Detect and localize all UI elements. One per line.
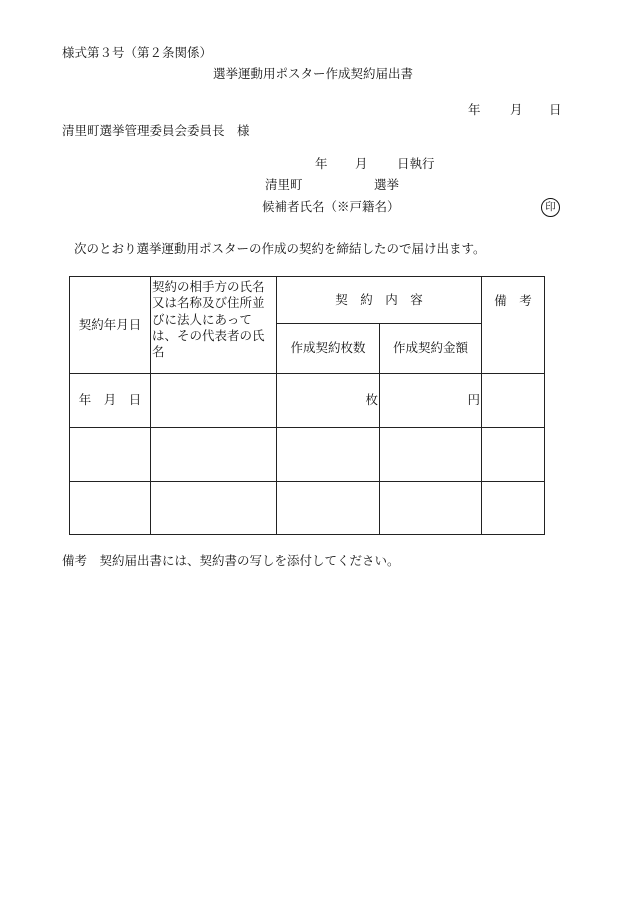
row-party — [151, 374, 277, 428]
table-row — [70, 428, 545, 482]
header-counterparty: 契約の相手方の氏名又は名称及び住所並びに法人にあっては、その代表者の氏名 — [151, 277, 277, 374]
header-contract-date: 契約年月日 — [70, 277, 151, 374]
submission-date-month: 月 — [510, 102, 523, 117]
submission-date-day: 日 — [549, 102, 562, 117]
seal-char: 印 — [545, 201, 556, 214]
header-sheet-count: 作成契約枚数 — [277, 324, 380, 374]
execution-date-year: 年 — [315, 156, 328, 171]
row-remarks — [482, 428, 545, 482]
submission-date-year: 年 — [468, 102, 481, 117]
row-date — [70, 428, 151, 482]
table-row — [70, 482, 545, 535]
row-date: 年 月 日 — [70, 374, 151, 428]
row-remarks — [482, 374, 545, 428]
header-contract-content: 契 約 内 容 — [277, 277, 482, 324]
election-town: 清里町 — [265, 177, 303, 192]
row-date — [70, 482, 151, 535]
row-sheet-count: 枚 — [277, 374, 380, 428]
row-party — [151, 482, 277, 535]
election-label: 選挙 — [374, 177, 400, 192]
addressee: 清里町選挙管理委員会委員長 様 — [62, 123, 250, 138]
row-sheet-count — [277, 428, 380, 482]
row-party — [151, 428, 277, 482]
execution-date-month: 月 — [355, 156, 368, 171]
note-text: 備考 契約届出書には、契約書の写しを添付してください。 — [62, 553, 400, 568]
row-remarks — [482, 482, 545, 535]
row-sheet-count — [277, 482, 380, 535]
execution-date-day: 日執行 — [397, 156, 435, 171]
form-number: 様式第３号（第２条関係） — [62, 45, 213, 60]
table-row — [70, 374, 545, 428]
table-header-row — [70, 277, 545, 324]
contract-table — [69, 276, 545, 535]
candidate-name-label: 候補者氏名（※戸籍名） — [262, 199, 400, 214]
row-amount — [380, 428, 482, 482]
intro-text: 次のとおり選挙運動用ポスターの作成の契約を締結したので届け出ます。 — [74, 241, 486, 256]
header-remarks: 備 考 — [482, 277, 545, 374]
document-title: 選挙運動用ポスター作成契約届出書 — [213, 66, 414, 81]
row-amount: 円 — [380, 374, 482, 428]
header-amount: 作成契約金額 — [380, 324, 482, 374]
row-amount — [380, 482, 482, 535]
seal-icon — [541, 198, 560, 217]
